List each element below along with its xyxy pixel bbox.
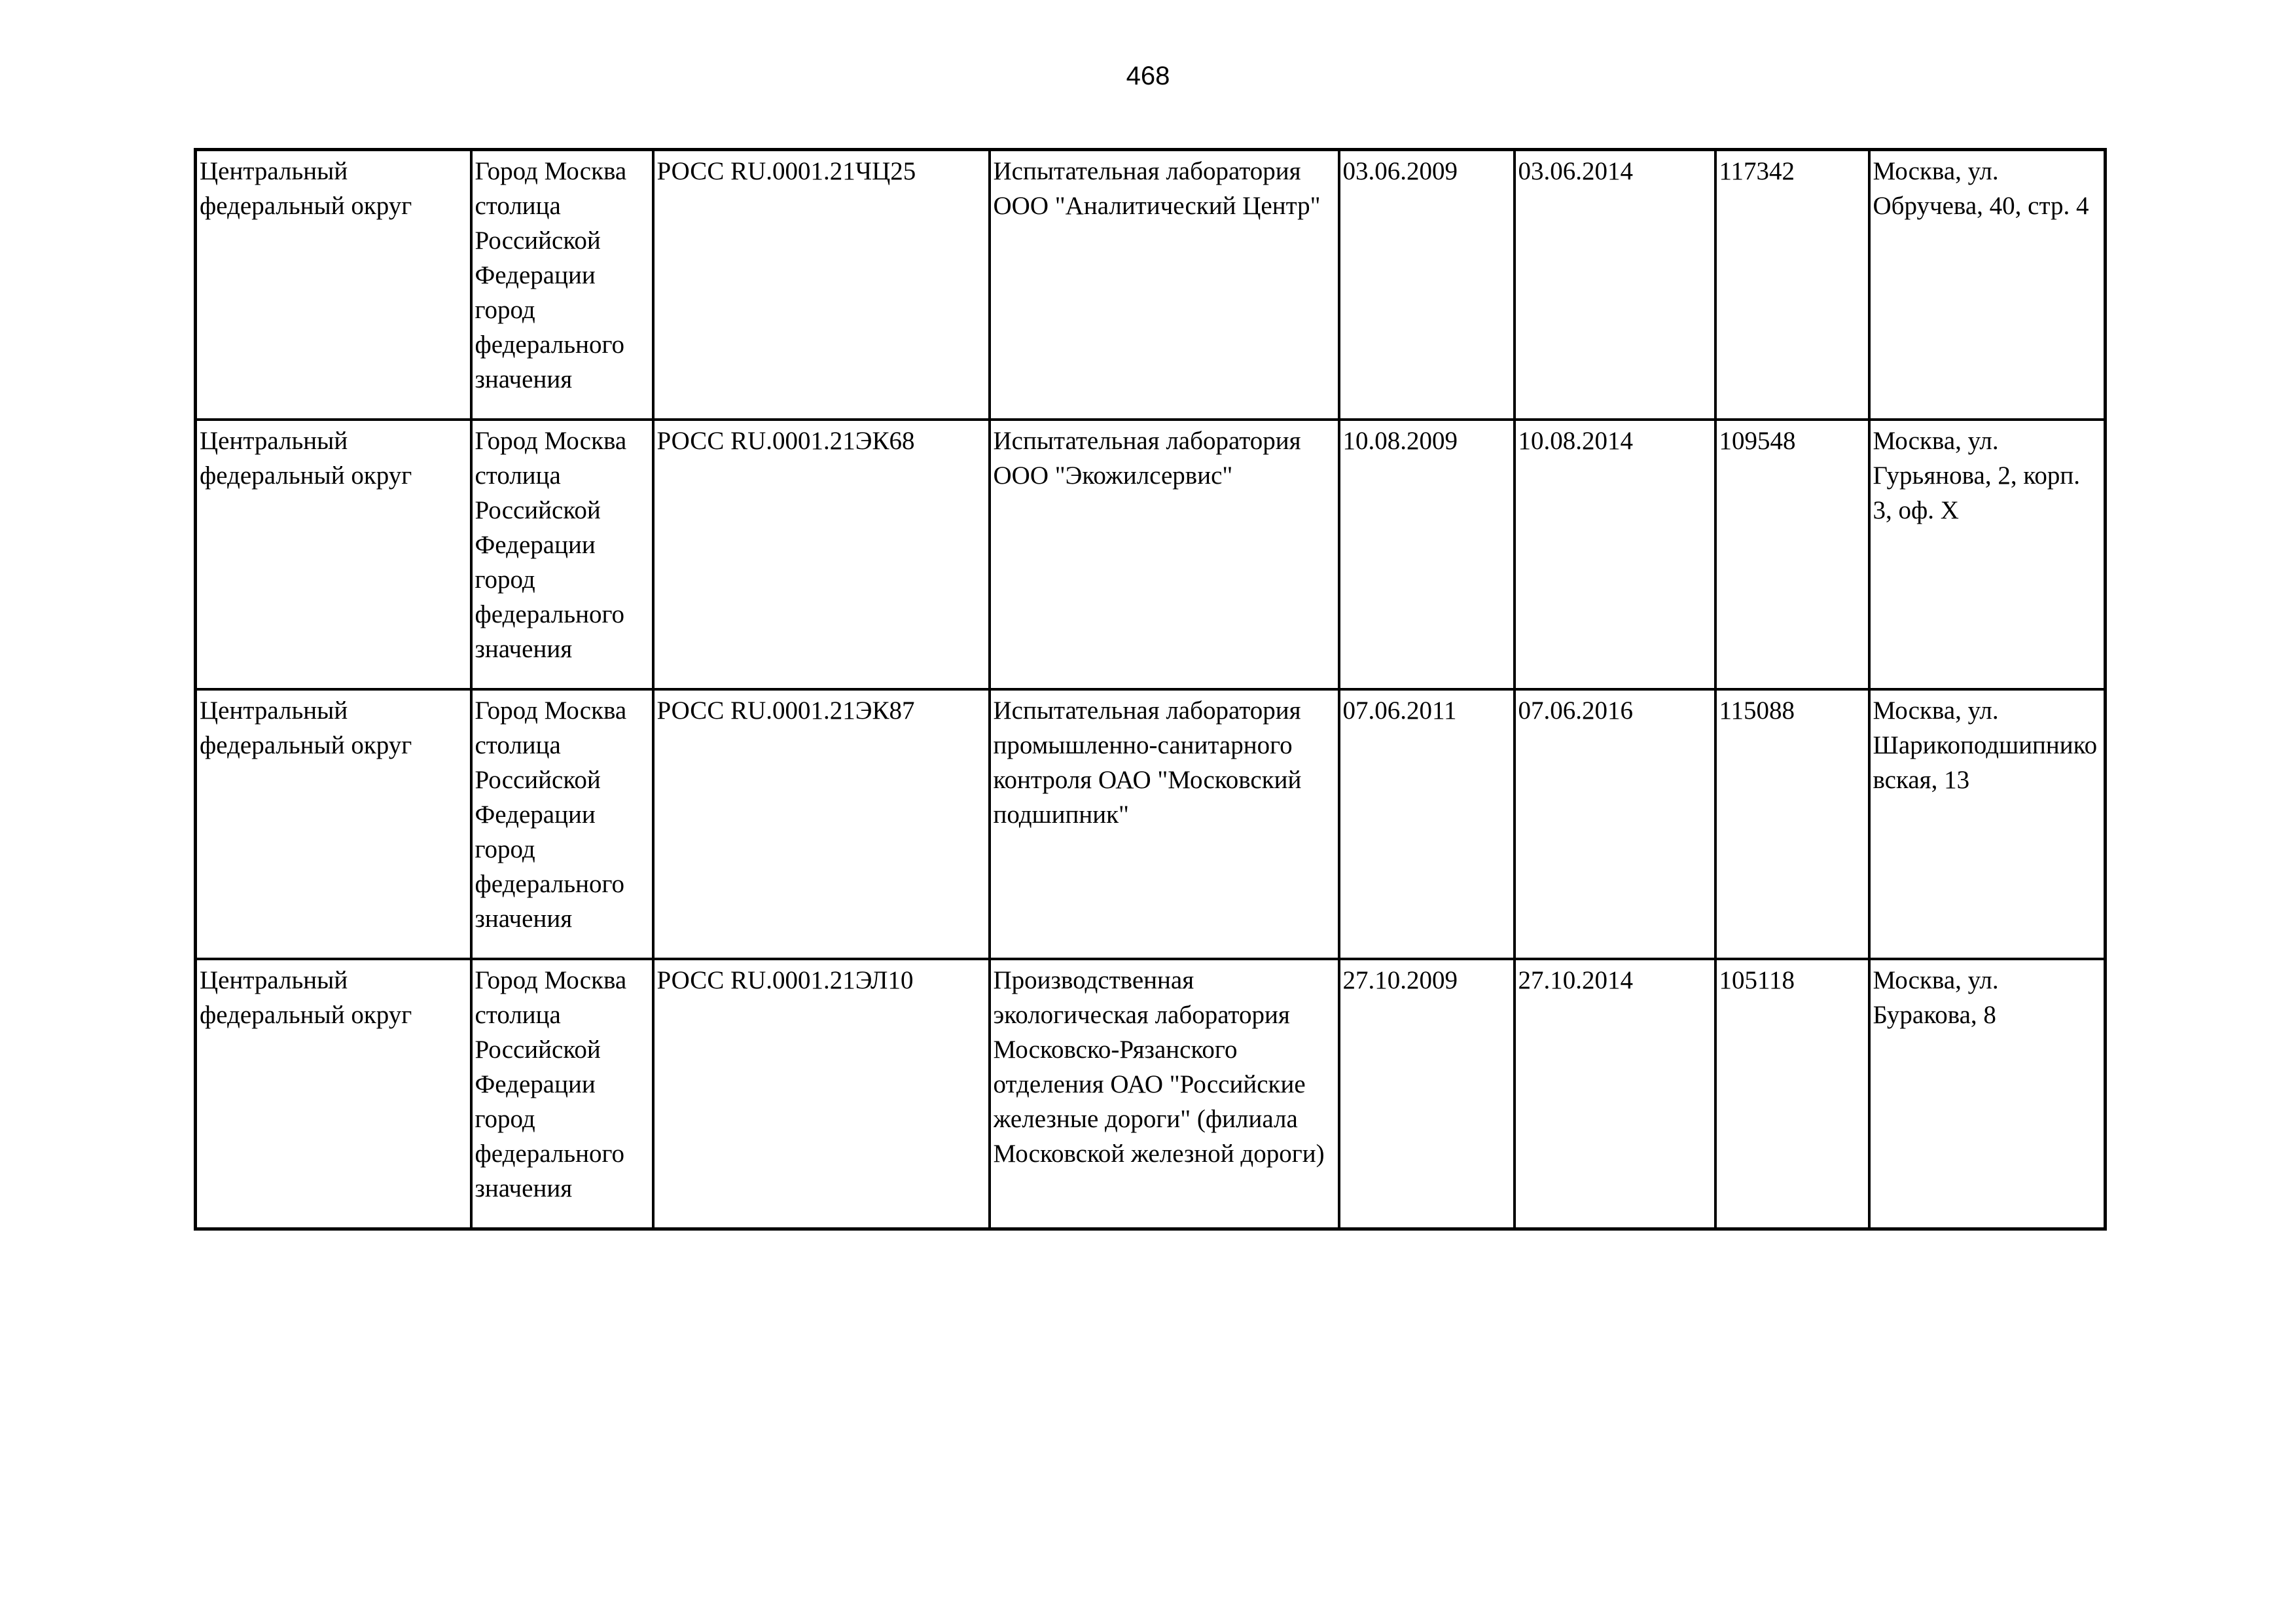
region-cell: Город Москва столица Российской Федерации город федерального значения — [471, 689, 653, 959]
district-cell: Центральный федеральный округ — [196, 150, 471, 420]
table-row — [196, 150, 2106, 420]
date-from-cell: 07.06.2011 — [1339, 689, 1515, 959]
region-cell: Город Москва столица Российской Федерации город федерального значения — [471, 420, 653, 689]
certificate-number-cell: РОСС RU.0001.21ЧЦ25 — [653, 150, 990, 420]
address-cell: Москва, ул. Обручева, 40, стр. 4 — [1869, 150, 2106, 420]
laboratory-registry-table — [194, 148, 2107, 1231]
date-from-cell: 03.06.2009 — [1339, 150, 1515, 420]
laboratory-name-cell: Испытательная лаборатория ООО "Экожилсервис" — [990, 420, 1339, 689]
region-cell: Город Москва столица Российской Федерации город федерального значения — [471, 150, 653, 420]
postcode-cell: 105118 — [1715, 959, 1869, 1229]
table-row — [196, 420, 2106, 689]
district-cell: Центральный федеральный округ — [196, 420, 471, 689]
certificate-number-cell: РОСС RU.0001.21ЭК68 — [653, 420, 990, 689]
postcode-cell: 117342 — [1715, 150, 1869, 420]
address-cell: Москва, ул. Буракова, 8 — [1869, 959, 2106, 1229]
laboratory-name-cell: Испытательная лаборатория ООО "Аналитический Центр" — [990, 150, 1339, 420]
district-cell: Центральный федеральный округ — [196, 689, 471, 959]
region-cell: Город Москва столица Российской Федерации город федерального значения — [471, 959, 653, 1229]
district-cell: Центральный федеральный округ — [196, 959, 471, 1229]
address-cell: Москва, ул. Шарикоподшипниковская, 13 — [1869, 689, 2106, 959]
laboratory-name-cell: Испытательная лаборатория промышленно-санитарного контроля ОАО "Московский подшипник" — [990, 689, 1339, 959]
page-number: 468 — [1126, 62, 1170, 90]
laboratory-name-cell: Производственная экологическая лаборатория Московско-Рязанского отделения ОАО "Российские железные дороги" (филиала Московской железной дороги) — [990, 959, 1339, 1229]
certificate-number-cell: РОСС RU.0001.21ЭК87 — [653, 689, 990, 959]
date-to-cell: 27.10.2014 — [1515, 959, 1715, 1229]
certificate-number-cell: РОСС RU.0001.21ЭЛ10 — [653, 959, 990, 1229]
date-to-cell: 03.06.2014 — [1515, 150, 1715, 420]
postcode-cell: 115088 — [1715, 689, 1869, 959]
date-from-cell: 27.10.2009 — [1339, 959, 1515, 1229]
table-row — [196, 959, 2106, 1229]
address-cell: Москва, ул. Гурьянова, 2, корп. 3, оф. X — [1869, 420, 2106, 689]
postcode-cell: 109548 — [1715, 420, 1869, 689]
table-row — [196, 689, 2106, 959]
date-from-cell: 10.08.2009 — [1339, 420, 1515, 689]
date-to-cell: 07.06.2016 — [1515, 689, 1715, 959]
date-to-cell: 10.08.2014 — [1515, 420, 1715, 689]
